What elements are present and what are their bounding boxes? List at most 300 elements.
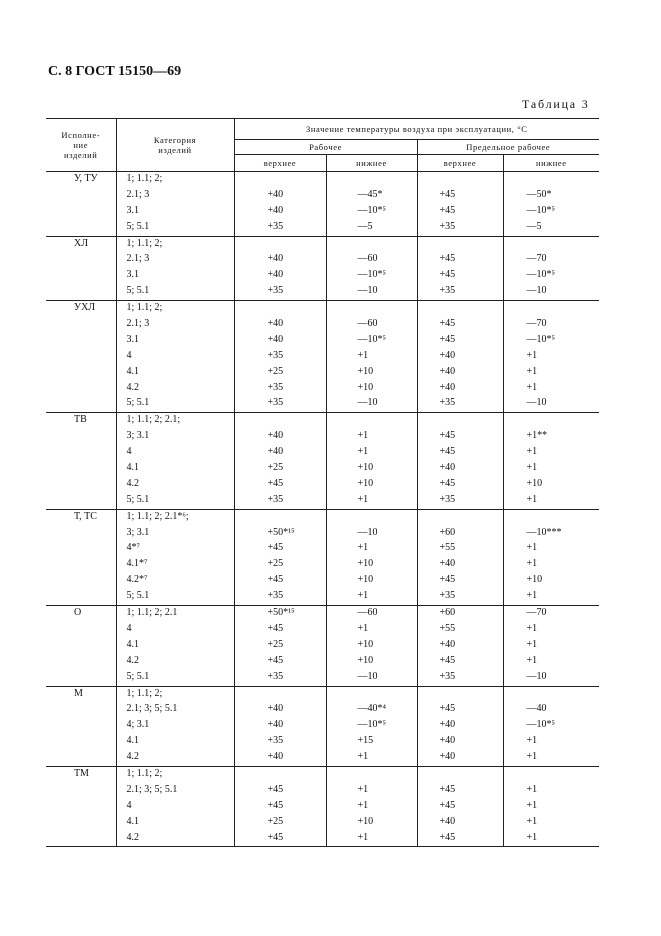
working-lower-cell: +1 bbox=[326, 493, 417, 509]
table-row bbox=[46, 718, 599, 734]
execution-cell bbox=[46, 381, 116, 397]
limit-lower-cell: +1 bbox=[503, 831, 599, 847]
working-upper-cell bbox=[234, 172, 326, 188]
limit-lower-cell: +1 bbox=[503, 461, 599, 477]
category-cell: 4.1 bbox=[116, 638, 234, 654]
limit-lower-cell bbox=[503, 766, 599, 782]
limit-lower-cell bbox=[503, 236, 599, 252]
category-cell: 1; 1.1; 2; bbox=[116, 301, 234, 317]
table-row bbox=[46, 541, 599, 557]
working-lower-cell: +15 bbox=[326, 734, 417, 750]
limit-lower-cell: +1 bbox=[503, 541, 599, 557]
category-cell: 2.1; 3; 5; 5.1 bbox=[116, 702, 234, 718]
execution-cell bbox=[46, 461, 116, 477]
working-lower-cell: —60 bbox=[326, 317, 417, 333]
working-upper-cell: +50*¹⁵ bbox=[234, 606, 326, 622]
limit-upper-cell bbox=[417, 236, 503, 252]
execution-cell: Т, ТС bbox=[46, 509, 116, 525]
category-cell: 4.1*⁷ bbox=[116, 557, 234, 573]
working-lower-cell bbox=[326, 172, 417, 188]
working-upper-cell: +35 bbox=[234, 589, 326, 605]
working-upper-cell: +40 bbox=[234, 429, 326, 445]
limit-lower-cell bbox=[503, 509, 599, 525]
limit-upper-cell: +40 bbox=[417, 638, 503, 654]
limit-lower-cell: +1 bbox=[503, 381, 599, 397]
limit-lower-cell: +1** bbox=[503, 429, 599, 445]
execution-cell: ХЛ bbox=[46, 236, 116, 252]
limit-lower-cell: +1 bbox=[503, 493, 599, 509]
working-lower-cell: +10 bbox=[326, 573, 417, 589]
category-cell: 4.1 bbox=[116, 734, 234, 750]
category-cell: 2.1; 3 bbox=[116, 188, 234, 204]
limit-lower-cell: —70 bbox=[503, 317, 599, 333]
working-upper-cell: +35 bbox=[234, 670, 326, 686]
working-upper-cell: +25 bbox=[234, 365, 326, 381]
limit-upper-cell: +45 bbox=[417, 445, 503, 461]
limit-upper-cell: +55 bbox=[417, 541, 503, 557]
table-row bbox=[46, 301, 599, 317]
working-lower-cell: +10 bbox=[326, 365, 417, 381]
execution-cell bbox=[46, 815, 116, 831]
limit-lower-cell bbox=[503, 301, 599, 317]
limit-lower-cell: +1 bbox=[503, 589, 599, 605]
table-row bbox=[46, 365, 599, 381]
limit-upper-cell: +40 bbox=[417, 557, 503, 573]
category-cell: 3.1 bbox=[116, 268, 234, 284]
limit-upper-cell: +45 bbox=[417, 783, 503, 799]
limit-upper-cell bbox=[417, 509, 503, 525]
limit-upper-cell: +40 bbox=[417, 349, 503, 365]
category-cell: 1; 1.1; 2; bbox=[116, 172, 234, 188]
limit-lower-cell: —10 bbox=[503, 670, 599, 686]
working-upper-cell: +40 bbox=[234, 718, 326, 734]
category-cell: 4 bbox=[116, 349, 234, 365]
execution-cell bbox=[46, 429, 116, 445]
limit-upper-cell: +35 bbox=[417, 396, 503, 412]
working-lower-cell: +1 bbox=[326, 589, 417, 605]
category-cell: 3; 3.1 bbox=[116, 526, 234, 542]
table-row bbox=[46, 589, 599, 605]
working-upper-cell: +40 bbox=[234, 188, 326, 204]
limit-upper-cell: +45 bbox=[417, 831, 503, 847]
limit-lower-cell: —10 bbox=[503, 284, 599, 300]
table-row bbox=[46, 317, 599, 333]
limit-lower-cell: —10*** bbox=[503, 526, 599, 542]
limit-upper-cell: +45 bbox=[417, 702, 503, 718]
limit-upper-cell: +55 bbox=[417, 622, 503, 638]
limit-upper-cell: +35 bbox=[417, 220, 503, 236]
working-upper-cell: +45 bbox=[234, 783, 326, 799]
category-cell: 1; 1.1; 2; bbox=[116, 766, 234, 782]
execution-cell bbox=[46, 333, 116, 349]
table-row bbox=[46, 654, 599, 670]
working-upper-cell: +40 bbox=[234, 333, 326, 349]
limit-lower-cell: —70 bbox=[503, 606, 599, 622]
working-upper-cell bbox=[234, 686, 326, 702]
working-lower-cell: +10 bbox=[326, 638, 417, 654]
category-cell: 5; 5.1 bbox=[116, 493, 234, 509]
limit-lower-cell: —10*⁵ bbox=[503, 718, 599, 734]
working-upper-cell bbox=[234, 236, 326, 252]
working-upper-cell: +35 bbox=[234, 349, 326, 365]
working-upper-cell: +45 bbox=[234, 541, 326, 557]
working-upper-cell bbox=[234, 301, 326, 317]
working-lower-cell: +1 bbox=[326, 750, 417, 766]
table-row bbox=[46, 461, 599, 477]
working-lower-cell: —45* bbox=[326, 188, 417, 204]
table-row bbox=[46, 606, 599, 622]
working-lower-cell: +10 bbox=[326, 815, 417, 831]
limit-lower-cell: —5 bbox=[503, 220, 599, 236]
category-cell: 4.1 bbox=[116, 815, 234, 831]
table-row bbox=[46, 268, 599, 284]
table-row bbox=[46, 831, 599, 847]
limit-upper-cell: +60 bbox=[417, 526, 503, 542]
execution-cell bbox=[46, 622, 116, 638]
table-row bbox=[46, 333, 599, 349]
limit-lower-cell bbox=[503, 172, 599, 188]
execution-cell bbox=[46, 396, 116, 412]
limit-upper-cell: +35 bbox=[417, 284, 503, 300]
col-temp-title: Значение температуры воздуха при эксплуатации, °С bbox=[234, 119, 599, 140]
working-upper-cell: +35 bbox=[234, 381, 326, 397]
limit-lower-cell: —10 bbox=[503, 396, 599, 412]
category-cell: 5; 5.1 bbox=[116, 284, 234, 300]
category-cell: 4.2*⁷ bbox=[116, 573, 234, 589]
table-row bbox=[46, 396, 599, 412]
table-row bbox=[46, 815, 599, 831]
execution-cell bbox=[46, 220, 116, 236]
table-row bbox=[46, 413, 599, 429]
execution-cell bbox=[46, 654, 116, 670]
category-cell: 5; 5.1 bbox=[116, 670, 234, 686]
table-row bbox=[46, 493, 599, 509]
category-cell: 4.1 bbox=[116, 461, 234, 477]
working-upper-cell bbox=[234, 766, 326, 782]
page-header: С. 8 ГОСТ 15150—69 bbox=[48, 64, 182, 79]
limit-lower-cell: +1 bbox=[503, 638, 599, 654]
working-upper-cell: +40 bbox=[234, 317, 326, 333]
limit-lower-cell bbox=[503, 413, 599, 429]
limit-lower-cell: —70 bbox=[503, 252, 599, 268]
working-lower-cell: —10*⁵ bbox=[326, 333, 417, 349]
category-cell: 2.1; 3 bbox=[116, 252, 234, 268]
table-row bbox=[46, 252, 599, 268]
limit-lower-cell: +1 bbox=[503, 783, 599, 799]
col-working-lower: нижнее bbox=[326, 155, 417, 172]
limit-upper-cell: +45 bbox=[417, 188, 503, 204]
category-cell: 4.2 bbox=[116, 750, 234, 766]
working-lower-cell: —10 bbox=[326, 396, 417, 412]
limit-lower-cell: +1 bbox=[503, 622, 599, 638]
category-cell: 4.2 bbox=[116, 477, 234, 493]
working-upper-cell: +40 bbox=[234, 204, 326, 220]
execution-cell bbox=[46, 188, 116, 204]
table-caption: Таблица 3 bbox=[522, 97, 590, 111]
table-row bbox=[46, 381, 599, 397]
limit-lower-cell: +1 bbox=[503, 365, 599, 381]
working-upper-cell: +45 bbox=[234, 831, 326, 847]
working-upper-cell: +25 bbox=[234, 815, 326, 831]
execution-cell: УХЛ bbox=[46, 301, 116, 317]
working-upper-cell: +40 bbox=[234, 252, 326, 268]
working-lower-cell: +1 bbox=[326, 349, 417, 365]
limit-lower-cell: +1 bbox=[503, 349, 599, 365]
col-limit: Предельное рабочее bbox=[417, 140, 599, 155]
limit-upper-cell: +40 bbox=[417, 750, 503, 766]
execution-cell bbox=[46, 573, 116, 589]
category-cell: 4; 3.1 bbox=[116, 718, 234, 734]
table-row bbox=[46, 573, 599, 589]
table-row bbox=[46, 622, 599, 638]
temperature-table bbox=[46, 118, 599, 847]
execution-cell bbox=[46, 589, 116, 605]
working-upper-cell: +45 bbox=[234, 622, 326, 638]
working-lower-cell: +1 bbox=[326, 622, 417, 638]
execution-cell bbox=[46, 493, 116, 509]
table-row bbox=[46, 734, 599, 750]
col-limit-upper: верхнее bbox=[417, 155, 503, 172]
execution-cell bbox=[46, 783, 116, 799]
category-cell: 5; 5.1 bbox=[116, 220, 234, 236]
table-row bbox=[46, 670, 599, 686]
working-lower-cell: +10 bbox=[326, 654, 417, 670]
category-cell: 4*⁷ bbox=[116, 541, 234, 557]
working-upper-cell: +40 bbox=[234, 445, 326, 461]
limit-upper-cell bbox=[417, 172, 503, 188]
limit-upper-cell: +40 bbox=[417, 365, 503, 381]
table-row bbox=[46, 509, 599, 525]
execution-cell bbox=[46, 831, 116, 847]
working-upper-cell: +25 bbox=[234, 461, 326, 477]
table-row bbox=[46, 477, 599, 493]
table-row bbox=[46, 557, 599, 573]
working-upper-cell: +45 bbox=[234, 654, 326, 670]
category-cell: 4 bbox=[116, 445, 234, 461]
col-working-upper: верхнее bbox=[234, 155, 326, 172]
table-row bbox=[46, 750, 599, 766]
table-row bbox=[46, 429, 599, 445]
limit-upper-cell: +45 bbox=[417, 317, 503, 333]
working-lower-cell bbox=[326, 686, 417, 702]
working-lower-cell: +10 bbox=[326, 557, 417, 573]
execution-cell bbox=[46, 638, 116, 654]
limit-lower-cell: —50* bbox=[503, 188, 599, 204]
execution-cell bbox=[46, 557, 116, 573]
limit-upper-cell: +45 bbox=[417, 573, 503, 589]
working-upper-cell: +25 bbox=[234, 638, 326, 654]
working-lower-cell: +1 bbox=[326, 429, 417, 445]
working-lower-cell: —10*⁵ bbox=[326, 268, 417, 284]
limit-upper-cell: +45 bbox=[417, 268, 503, 284]
table-row bbox=[46, 445, 599, 461]
limit-upper-cell bbox=[417, 686, 503, 702]
category-cell: 2.1; 3 bbox=[116, 317, 234, 333]
col-executions: Исполне- ние изделий bbox=[46, 119, 116, 172]
category-cell: 1; 1.1; 2; bbox=[116, 686, 234, 702]
limit-upper-cell: +45 bbox=[417, 799, 503, 815]
working-upper-cell bbox=[234, 413, 326, 429]
limit-upper-cell: +45 bbox=[417, 333, 503, 349]
limit-upper-cell: +40 bbox=[417, 718, 503, 734]
limit-lower-cell: —10*⁵ bbox=[503, 333, 599, 349]
limit-upper-cell bbox=[417, 413, 503, 429]
execution-cell bbox=[46, 750, 116, 766]
category-cell: 1; 1.1; 2; bbox=[116, 236, 234, 252]
limit-upper-cell bbox=[417, 766, 503, 782]
limit-upper-cell: +45 bbox=[417, 252, 503, 268]
execution-cell bbox=[46, 365, 116, 381]
table-row bbox=[46, 220, 599, 236]
category-cell: 4 bbox=[116, 622, 234, 638]
working-lower-cell: +10 bbox=[326, 381, 417, 397]
working-upper-cell: +35 bbox=[234, 734, 326, 750]
limit-lower-cell: —10*⁵ bbox=[503, 268, 599, 284]
working-upper-cell: +35 bbox=[234, 493, 326, 509]
category-cell: 3; 3.1 bbox=[116, 429, 234, 445]
execution-cell: У, ТУ bbox=[46, 172, 116, 188]
execution-cell bbox=[46, 204, 116, 220]
limit-lower-cell: —10*⁵ bbox=[503, 204, 599, 220]
category-cell: 5; 5.1 bbox=[116, 589, 234, 605]
working-upper-cell: +40 bbox=[234, 268, 326, 284]
working-upper-cell: +45 bbox=[234, 573, 326, 589]
limit-lower-cell: +10 bbox=[503, 477, 599, 493]
execution-cell bbox=[46, 670, 116, 686]
limit-lower-cell: +1 bbox=[503, 815, 599, 831]
working-upper-cell: +40 bbox=[234, 702, 326, 718]
category-cell: 4.2 bbox=[116, 831, 234, 847]
table-row bbox=[46, 204, 599, 220]
working-lower-cell: +1 bbox=[326, 831, 417, 847]
limit-lower-cell: +1 bbox=[503, 654, 599, 670]
limit-upper-cell: +45 bbox=[417, 429, 503, 445]
working-lower-cell bbox=[326, 236, 417, 252]
working-upper-cell: +45 bbox=[234, 799, 326, 815]
category-cell: 2.1; 3; 5; 5.1 bbox=[116, 783, 234, 799]
limit-lower-cell: +1 bbox=[503, 734, 599, 750]
category-cell: 1; 1.1; 2; 2.1 bbox=[116, 606, 234, 622]
working-upper-cell: +25 bbox=[234, 557, 326, 573]
table-row bbox=[46, 702, 599, 718]
working-lower-cell: +10 bbox=[326, 461, 417, 477]
working-lower-cell: —10*⁵ bbox=[326, 718, 417, 734]
limit-upper-cell: +35 bbox=[417, 670, 503, 686]
execution-cell bbox=[46, 477, 116, 493]
working-lower-cell: +1 bbox=[326, 799, 417, 815]
execution-cell bbox=[46, 268, 116, 284]
limit-upper-cell: +45 bbox=[417, 654, 503, 670]
working-upper-cell: +50*¹⁵ bbox=[234, 526, 326, 542]
working-lower-cell: —10 bbox=[326, 670, 417, 686]
limit-lower-cell: +1 bbox=[503, 799, 599, 815]
limit-upper-cell: +60 bbox=[417, 606, 503, 622]
table-row bbox=[46, 236, 599, 252]
execution-cell bbox=[46, 526, 116, 542]
working-upper-cell bbox=[234, 509, 326, 525]
category-cell: 5; 5.1 bbox=[116, 396, 234, 412]
limit-upper-cell: +40 bbox=[417, 734, 503, 750]
limit-lower-cell: +10 bbox=[503, 573, 599, 589]
working-lower-cell bbox=[326, 509, 417, 525]
table-row bbox=[46, 188, 599, 204]
working-lower-cell: —60 bbox=[326, 606, 417, 622]
table-row bbox=[46, 284, 599, 300]
limit-upper-cell: +40 bbox=[417, 381, 503, 397]
category-cell: 4.2 bbox=[116, 381, 234, 397]
working-lower-cell: —10 bbox=[326, 526, 417, 542]
table-row bbox=[46, 783, 599, 799]
category-cell: 3.1 bbox=[116, 204, 234, 220]
col-limit-lower: нижнее bbox=[503, 155, 599, 172]
working-lower-cell: +10 bbox=[326, 477, 417, 493]
limit-lower-cell: +1 bbox=[503, 750, 599, 766]
limit-upper-cell: +35 bbox=[417, 589, 503, 605]
execution-cell bbox=[46, 541, 116, 557]
table-row bbox=[46, 172, 599, 188]
table-body bbox=[46, 172, 599, 847]
working-upper-cell: +35 bbox=[234, 284, 326, 300]
table-row bbox=[46, 349, 599, 365]
working-upper-cell: +45 bbox=[234, 477, 326, 493]
table-row bbox=[46, 686, 599, 702]
limit-lower-cell: +1 bbox=[503, 445, 599, 461]
limit-upper-cell bbox=[417, 301, 503, 317]
table-row bbox=[46, 526, 599, 542]
limit-upper-cell: +40 bbox=[417, 461, 503, 477]
working-lower-cell bbox=[326, 301, 417, 317]
category-cell: 1; 1.1; 2; 2.1; bbox=[116, 413, 234, 429]
limit-upper-cell: +45 bbox=[417, 477, 503, 493]
limit-lower-cell: +1 bbox=[503, 557, 599, 573]
limit-upper-cell: +35 bbox=[417, 493, 503, 509]
table-row bbox=[46, 638, 599, 654]
working-lower-cell bbox=[326, 766, 417, 782]
working-upper-cell: +35 bbox=[234, 396, 326, 412]
execution-cell bbox=[46, 718, 116, 734]
working-lower-cell: —10 bbox=[326, 284, 417, 300]
execution-cell bbox=[46, 317, 116, 333]
execution-cell bbox=[46, 349, 116, 365]
execution-cell bbox=[46, 284, 116, 300]
execution-cell bbox=[46, 799, 116, 815]
working-upper-cell: +40 bbox=[234, 750, 326, 766]
table-row bbox=[46, 766, 599, 782]
working-lower-cell: +1 bbox=[326, 541, 417, 557]
working-lower-cell: —40*⁴ bbox=[326, 702, 417, 718]
working-lower-cell bbox=[326, 413, 417, 429]
working-lower-cell: +1 bbox=[326, 783, 417, 799]
limit-upper-cell: +45 bbox=[417, 204, 503, 220]
table-row bbox=[46, 799, 599, 815]
working-lower-cell: —5 bbox=[326, 220, 417, 236]
execution-cell bbox=[46, 445, 116, 461]
execution-cell bbox=[46, 252, 116, 268]
working-upper-cell: +35 bbox=[234, 220, 326, 236]
limit-upper-cell: +40 bbox=[417, 815, 503, 831]
execution-cell: О bbox=[46, 606, 116, 622]
category-cell: 3.1 bbox=[116, 333, 234, 349]
execution-cell: ТВ bbox=[46, 413, 116, 429]
limit-lower-cell: —40 bbox=[503, 702, 599, 718]
category-cell: 4.2 bbox=[116, 654, 234, 670]
execution-cell: ТМ bbox=[46, 766, 116, 782]
execution-cell bbox=[46, 734, 116, 750]
working-lower-cell: +1 bbox=[326, 445, 417, 461]
working-lower-cell: —10*⁵ bbox=[326, 204, 417, 220]
execution-cell bbox=[46, 702, 116, 718]
col-working: Рабочее bbox=[234, 140, 417, 155]
